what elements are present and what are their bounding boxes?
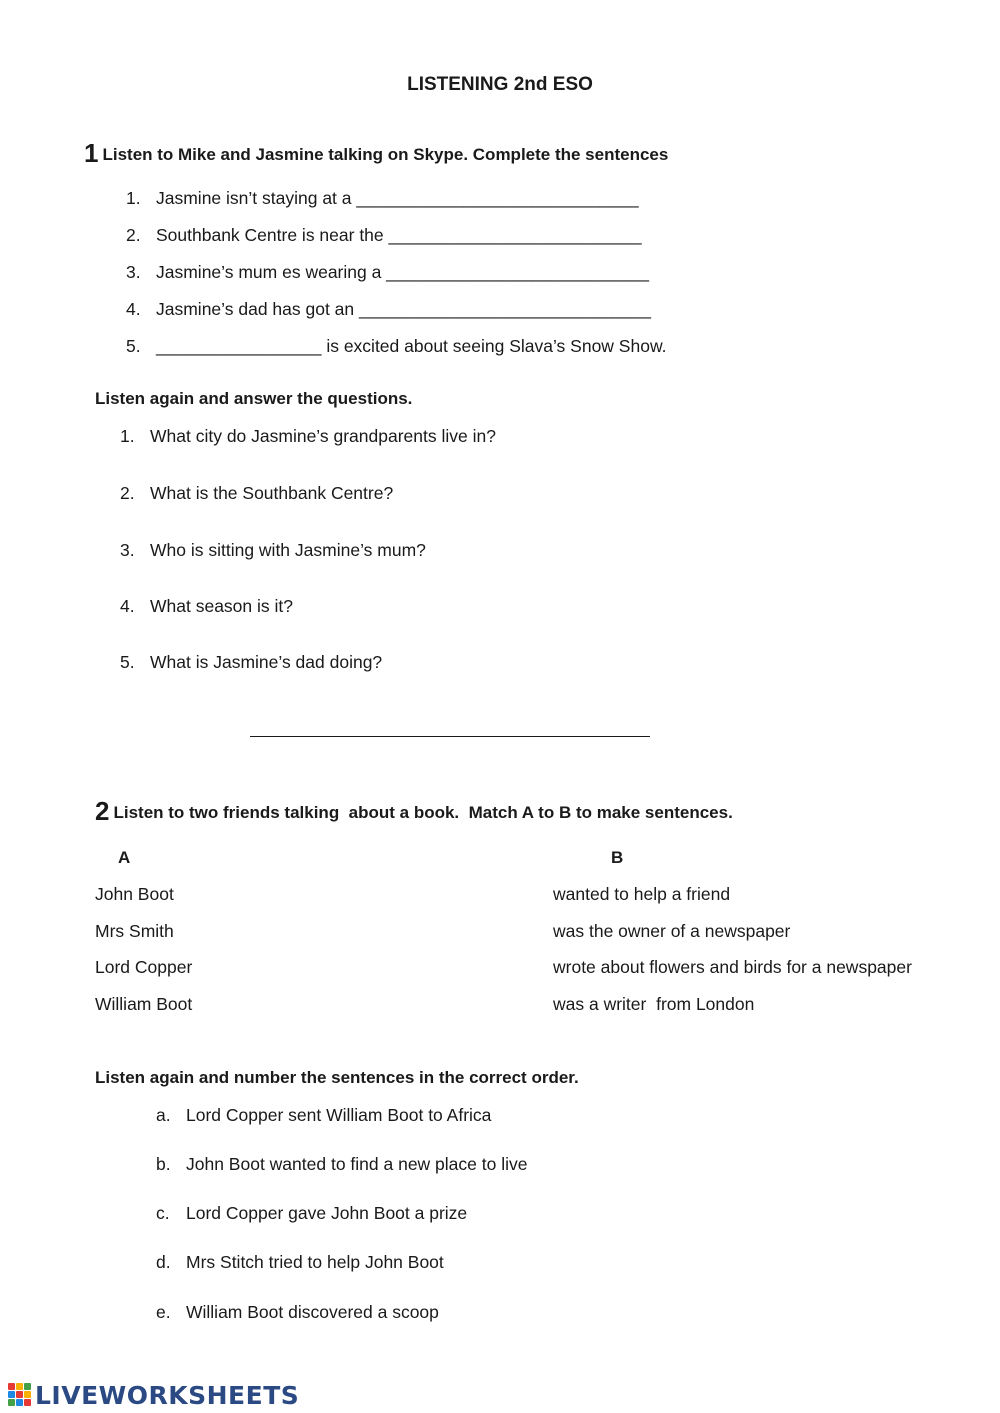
match-a-item: John Boot bbox=[95, 884, 174, 904]
section2-subheading: Listen again and number the sentences in the correct order. bbox=[95, 1068, 579, 1087]
question-text: Who is sitting with Jasmine’s mum? bbox=[150, 540, 426, 560]
order-item: d. Mrs Stitch tried to help John Boot bbox=[156, 1252, 444, 1272]
match-a-item: Lord Copper bbox=[95, 957, 193, 977]
question-text: What season is it? bbox=[150, 596, 293, 616]
order-text: Lord Copper sent William Boot to Africa bbox=[186, 1105, 492, 1125]
order-item: e. William Boot discovered a scoop bbox=[156, 1302, 439, 1322]
match-b-item: was a writer from London bbox=[553, 994, 755, 1014]
sentence-item: 4. Jasmine’s dad has got an ______________________________ bbox=[126, 299, 651, 319]
sentence-item: 2. Southbank Centre is near the __________________________ bbox=[126, 225, 642, 245]
page-title: LISTENING 2nd ESO bbox=[407, 74, 593, 95]
order-item: a. Lord Copper sent William Boot to Africa bbox=[156, 1105, 492, 1125]
section-divider bbox=[250, 736, 650, 737]
sentence-item: 1. Jasmine isn’t staying at a _____________________________ bbox=[126, 188, 639, 208]
section1-subheading: Listen again and answer the questions. bbox=[95, 389, 413, 408]
question-text: What city do Jasmine’s grandparents live in? bbox=[150, 426, 496, 446]
match-a-item: Mrs Smith bbox=[95, 921, 174, 941]
sentence-text: Jasmine’s mum es wearing a ___________________________ bbox=[156, 262, 649, 282]
section2-heading bbox=[95, 796, 733, 827]
order-text: John Boot wanted to find a new place to live bbox=[186, 1154, 528, 1174]
order-text: Mrs Stitch tried to help John Boot bbox=[186, 1252, 444, 1272]
liveworksheets-logo[interactable] bbox=[8, 1380, 299, 1410]
logo-grid-icon bbox=[8, 1383, 32, 1407]
section1-heading-text: Listen to Mike and Jasmine talking on Skype. Complete the sentences bbox=[102, 145, 669, 164]
order-item: c. Lord Copper gave John Boot a prize bbox=[156, 1203, 468, 1223]
question-item: 3. Who is sitting with Jasmine’s mum? bbox=[120, 540, 426, 560]
sentence-text: Southbank Centre is near the __________________________ bbox=[156, 225, 642, 245]
section2-heading-text: Listen to two friends talking about a book. Match A to B to make sentences. bbox=[113, 803, 733, 822]
match-b-item: was the owner of a newspaper bbox=[553, 921, 791, 941]
column-b-header: B bbox=[611, 848, 624, 867]
match-b-item: wrote about flowers and birds for a newspaper bbox=[553, 957, 912, 977]
question-text: What is the Southbank Centre? bbox=[150, 483, 394, 503]
logo-text: LIVEWORKSHEETS bbox=[35, 1380, 300, 1410]
sentence-text: _________________ is excited about seeing Slava’s Snow Show. bbox=[156, 336, 667, 356]
sentence-item: 5. _________________ is excited about seeing Slava’s Snow Show. bbox=[126, 336, 667, 356]
match-a-item: William Boot bbox=[95, 994, 193, 1014]
sentence-item: 3. Jasmine’s mum es wearing a ___________________________ bbox=[126, 262, 649, 282]
question-item: 2. What is the Southbank Centre? bbox=[120, 483, 394, 503]
question-item: 5. What is Jasmine’s dad doing? bbox=[120, 652, 383, 672]
question-text: What is Jasmine’s dad doing? bbox=[150, 652, 383, 672]
section2-number: 2 bbox=[95, 796, 110, 826]
order-text: William Boot discovered a scoop bbox=[186, 1302, 439, 1322]
question-item: 4. What season is it? bbox=[120, 596, 293, 616]
section1-heading bbox=[84, 138, 668, 169]
section1-number: 1 bbox=[84, 138, 99, 168]
match-b-item: wanted to help a friend bbox=[553, 884, 731, 904]
sentence-text: Jasmine isn’t staying at a _____________________________ bbox=[156, 188, 639, 208]
order-text: Lord Copper gave John Boot a prize bbox=[186, 1203, 468, 1223]
order-item: b. John Boot wanted to find a new place to live bbox=[156, 1154, 528, 1174]
sentence-text: Jasmine’s dad has got an ______________________________ bbox=[156, 299, 651, 319]
column-a-header: A bbox=[118, 848, 131, 867]
question-item: 1. What city do Jasmine’s grandparents live in? bbox=[120, 426, 496, 446]
